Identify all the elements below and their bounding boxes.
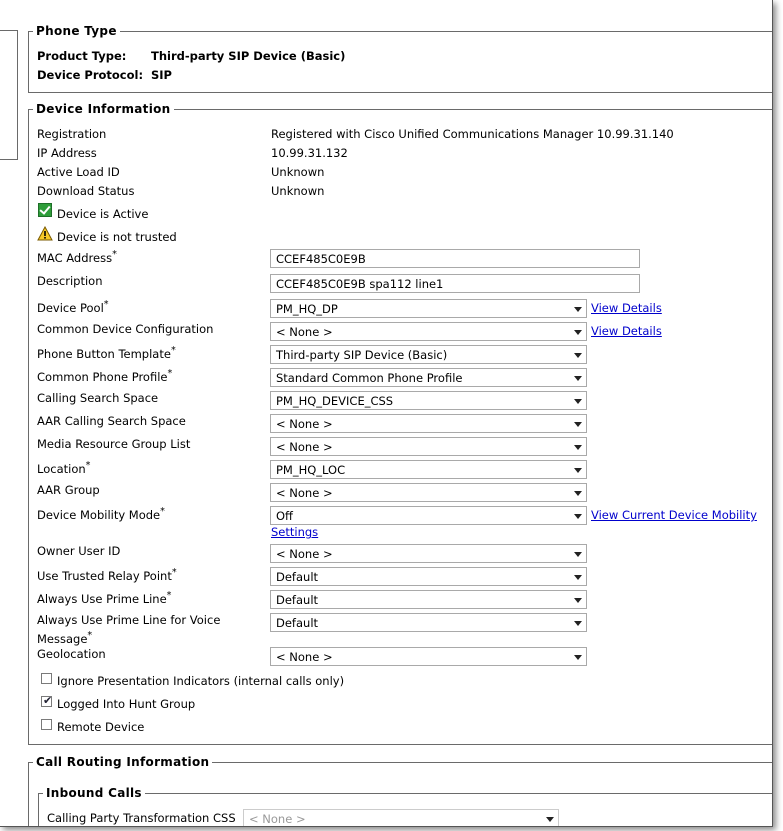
phone-type-section: [28, 31, 773, 93]
common-device-configuration-view-details-link[interactable]: View Details: [591, 324, 662, 338]
prime-line-voice-message-label: Always Use Prime Line for Voice Message*: [37, 613, 221, 646]
common-phone-profile-label: Common Phone Profile*: [37, 368, 173, 384]
prime-line-select[interactable]: Default: [270, 590, 587, 609]
device-information-legend: Device Information: [33, 102, 174, 116]
geolocation-label: Geolocation: [37, 647, 106, 661]
phone-button-template-select[interactable]: Third-party SIP Device (Basic): [270, 345, 587, 364]
phone-type-legend: Phone Type: [33, 24, 120, 38]
active-load-id-value: Unknown: [271, 165, 325, 179]
owner-user-id-label: Owner User ID: [37, 544, 121, 558]
ignore-presentation-indicators-label: Ignore Presentation Indicators (internal calls only): [57, 674, 345, 688]
phone-button-template-label: Phone Button Template*: [37, 345, 176, 361]
registration-value: Registered with Cisco Unified Communications Manager 10.99.31.140: [271, 127, 674, 141]
download-status-label: Download Status: [37, 184, 135, 198]
ip-address-label: IP Address: [37, 146, 97, 160]
inbound-calls-legend: Inbound Calls: [43, 786, 145, 800]
device-protocol-value: SIP: [151, 68, 172, 82]
media-resource-group-list-select[interactable]: < None >: [270, 437, 587, 456]
call-routing-legend: Call Routing Information: [33, 755, 212, 769]
aar-group-select[interactable]: < None >: [270, 483, 587, 502]
mac-address-field[interactable]: CCEF485C0E9B: [270, 249, 640, 268]
common-phone-profile-select[interactable]: Standard Common Phone Profile: [270, 368, 587, 387]
calling-party-transformation-css-label: Calling Party Transformation CSS: [47, 811, 236, 825]
device-pool-select[interactable]: PM_HQ_DP: [270, 299, 587, 318]
calling-search-space-select[interactable]: PM_HQ_DEVICE_CSS: [270, 391, 587, 410]
calling-party-transformation-css-select[interactable]: < None >: [243, 809, 559, 827]
trusted-relay-point-select[interactable]: Default: [270, 567, 587, 586]
mac-address-label: MAC Address*: [37, 249, 117, 265]
trusted-relay-point-label: Use Trusted Relay Point*: [37, 567, 177, 583]
device-pool-label: Device Pool*: [37, 299, 109, 315]
ip-address-value: 10.99.31.132: [271, 146, 348, 160]
logged-into-hunt-group-checkbox[interactable]: ✔: [43, 694, 53, 707]
description-field[interactable]: CCEF485C0E9B spa112 line1: [270, 274, 640, 293]
device-trust-status: Device is not trusted: [57, 230, 177, 244]
download-status-value: Unknown: [271, 184, 325, 198]
product-type-value: Third-party SIP Device (Basic): [151, 49, 346, 63]
prime-line-label: Always Use Prime Line*: [37, 590, 172, 606]
location-select[interactable]: PM_HQ_LOC: [270, 460, 587, 479]
ignore-presentation-indicators-checkbox[interactable]: [41, 673, 52, 684]
device-protocol-label: Device Protocol:: [37, 68, 144, 82]
active-load-id-label: Active Load ID: [37, 165, 120, 179]
prime-line-voice-message-select[interactable]: Default: [270, 613, 587, 632]
view-device-mobility-link[interactable]: View Current Device Mobility: [591, 508, 757, 522]
view-device-mobility-settings-link[interactable]: Settings: [271, 525, 319, 539]
location-label: Location*: [37, 460, 91, 476]
device-pool-view-details-link[interactable]: View Details: [591, 301, 662, 315]
common-device-configuration-label: Common Device Configuration: [37, 322, 214, 336]
calling-search-space-label: Calling Search Space: [37, 391, 159, 405]
product-type-label: Product Type:: [37, 49, 127, 63]
remote-device-label: Remote Device: [57, 720, 145, 734]
collapsed-section-bracket: [0, 30, 18, 160]
check-icon: [38, 203, 52, 217]
description-label: Description: [37, 274, 103, 288]
logged-into-hunt-group-label: Logged Into Hunt Group: [57, 697, 196, 711]
media-resource-group-list-label: Media Resource Group List: [37, 437, 191, 451]
aar-calling-search-space-label: AAR Calling Search Space: [37, 414, 186, 428]
device-mobility-mode-select[interactable]: Off: [270, 506, 587, 525]
warning-icon: [37, 226, 53, 241]
registration-label: Registration: [37, 127, 107, 141]
device-mobility-mode-label: Device Mobility Mode*: [37, 506, 165, 522]
remote-device-checkbox[interactable]: [41, 719, 52, 730]
device-active-status: Device is Active: [57, 207, 149, 221]
common-device-configuration-select[interactable]: < None >: [270, 322, 587, 341]
aar-group-label: AAR Group: [37, 483, 100, 497]
owner-user-id-select[interactable]: < None >: [270, 544, 587, 563]
aar-calling-search-space-select[interactable]: < None >: [270, 414, 587, 433]
geolocation-select[interactable]: < None >: [270, 647, 587, 666]
